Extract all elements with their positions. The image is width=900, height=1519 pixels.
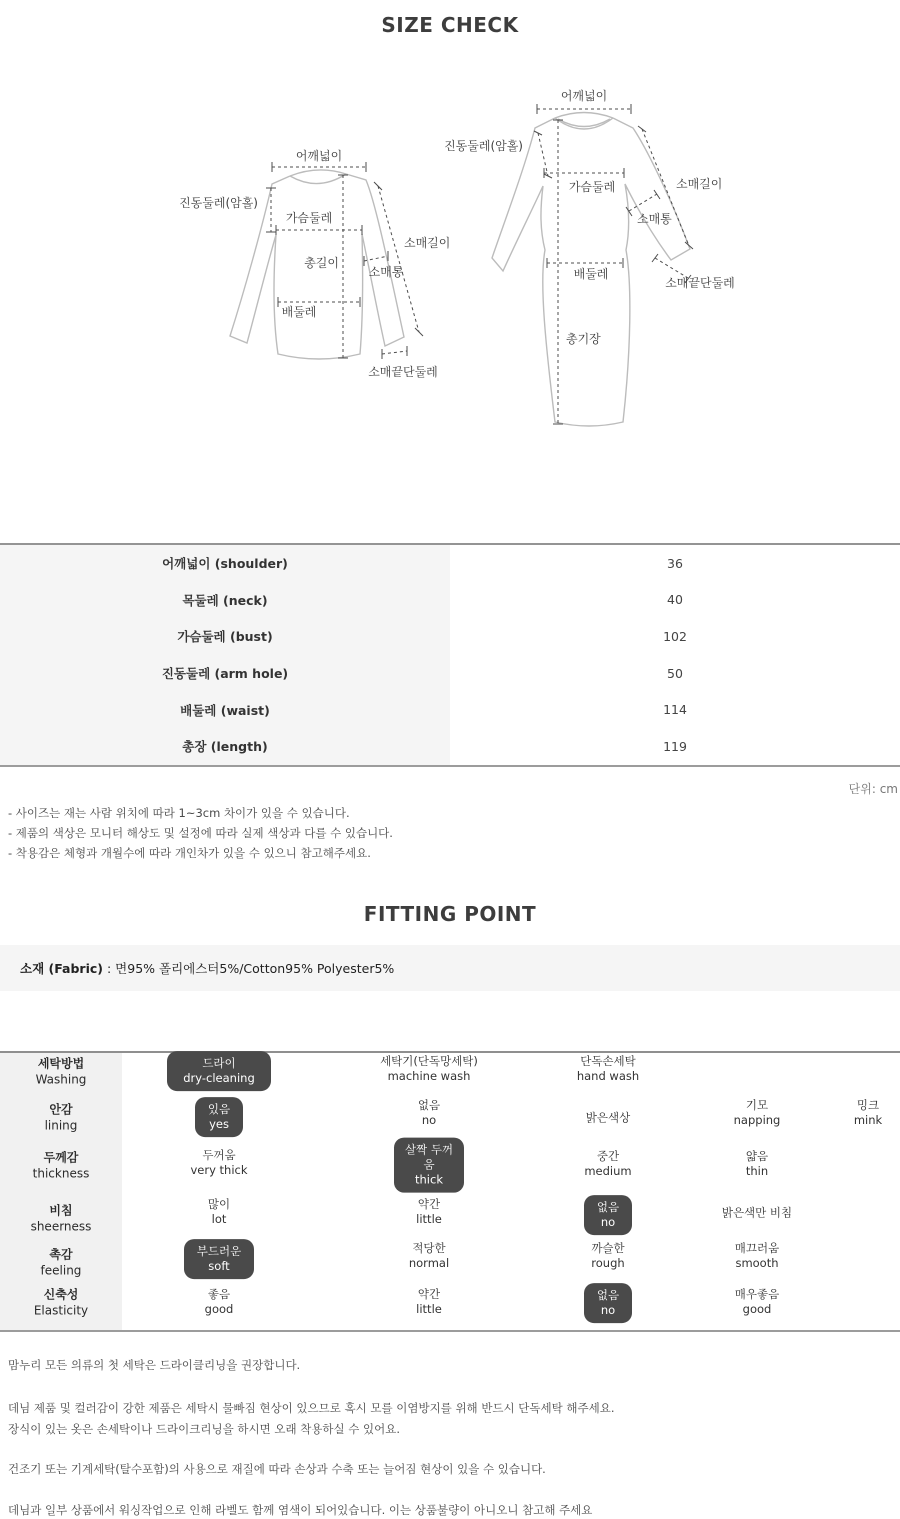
size-label: 목둘레 (neck) <box>0 582 450 619</box>
dress-sleeve-length-label: 소매길이 <box>676 177 723 191</box>
fitting-header-feeling: 촉감 feeling <box>40 1247 82 1277</box>
size-note: - 사이즈는 재는 사람 위치에 따라 1~3cm 차이가 있을 수 있습니다. <box>8 806 350 820</box>
shirt-armhole-label: 진동둘레(암홀) <box>179 196 258 210</box>
shirt-measure-lines <box>271 167 419 358</box>
shirt-waist-label: 배둘레 <box>281 305 317 319</box>
fitting-header-washing: 세탁방법 Washing <box>35 1056 87 1086</box>
fitting-table <box>0 1051 900 1332</box>
fitting-option: 많이 lot <box>207 1197 231 1226</box>
size-label: 어깨넓이 (shoulder) <box>0 545 450 582</box>
fitting-option-selected: 부드러운 soft <box>184 1239 254 1279</box>
fitting-header-lining: 안감 lining <box>44 1102 78 1132</box>
fitting-option: 적당한 normal <box>408 1241 450 1270</box>
fitting-option-selected: 있음 yes <box>195 1097 243 1137</box>
fitting-option: 약간 little <box>416 1197 442 1226</box>
fitting-header-elasticity: 신축성 Elasticity <box>33 1287 89 1317</box>
fitting-option: 매우좋음 good <box>734 1287 780 1316</box>
dress-waist-label: 배둘레 <box>573 267 609 281</box>
dress-measure-lines <box>537 109 689 424</box>
size-label: 가슴둘레 (bust) <box>0 618 450 655</box>
shirt-shoulder-label: 어깨넓이 <box>295 149 343 163</box>
size-label: 배둘레 (waist) <box>0 691 450 728</box>
shirt-length-label: 총길이 <box>304 256 339 270</box>
fitting-option-selected: 살짝 두꺼움 thick <box>394 1138 464 1193</box>
fitting-option: 세탁기(단독망세탁) machine wash <box>380 1054 478 1083</box>
table-row <box>0 728 900 765</box>
dress-armhole-label: 진동둘레(암홀) <box>444 139 523 153</box>
fitting-option: 두꺼움 very thick <box>190 1148 248 1177</box>
table-row <box>0 582 900 619</box>
fitting-option: 약간 little <box>416 1287 442 1316</box>
shirt-sleeve-width-label: 소매통 <box>368 265 404 279</box>
dress-cuff-label: 소매끝단둘레 <box>665 276 735 290</box>
dress-sleeve-width-label: 소매통 <box>637 212 672 226</box>
shirt-cuff-label: 소매끝단둘레 <box>368 365 438 379</box>
shirt-measure-ticks <box>266 162 423 359</box>
care-note: 맘누리 모든 의류의 첫 세탁은 드라이클리닝을 권장합니다. <box>8 1358 301 1372</box>
size-label: 진동둘레 (arm hole) <box>0 655 450 692</box>
fabric-value: : 면95% 폴리에스터5%/Cotton95% Polyester5% <box>106 961 395 976</box>
table-row <box>0 691 900 728</box>
size-table <box>0 543 900 767</box>
dress-length-label: 총기장 <box>566 332 601 346</box>
size-value: 119 <box>663 738 687 754</box>
fitting-option: 기모 napping <box>733 1098 781 1127</box>
page-title: SIZE CHECK <box>381 13 519 37</box>
care-note: 건조기 또는 기계세탁(탈수포함)의 사용으로 재질에 따라 손상과 수축 또는 늘어짐 현상이 있을 수 있습니다. <box>8 1462 546 1476</box>
table-row <box>0 618 900 655</box>
unit-note: 단위: cm <box>848 782 898 796</box>
care-note: 장식이 있는 옷은 손세탁이나 드라이크리닝을 하시면 오래 착용하실 수 있어요. <box>8 1422 401 1436</box>
shirt-diagram <box>180 140 470 385</box>
fitting-option: 매끄러움 smooth <box>734 1241 780 1270</box>
fabric-panel <box>0 945 900 991</box>
dress-bust-label: 가슴둘레 <box>568 180 616 194</box>
table-row <box>0 655 900 692</box>
size-note: - 착용감은 체형과 개월수에 따라 개인차가 있을 수 있으니 참고해주세요. <box>8 846 371 860</box>
fitting-option: 밍크 mink <box>853 1098 883 1127</box>
care-note: 데님과 일부 상품에서 워싱작업으로 인해 라벨도 함께 염색이 되어있습니다. 이는 상품불량이 아니오니 참고해 주세요 <box>8 1503 593 1517</box>
size-value: 102 <box>663 628 687 644</box>
fitting-option-selected: 없음 no <box>584 1283 632 1323</box>
fitting-option: 없음 no <box>417 1098 441 1127</box>
fitting-header-thickness: 두께감 thickness <box>32 1150 90 1180</box>
fitting-option: 단독손세탁 hand wash <box>576 1054 640 1083</box>
care-note: 데님 제품 및 컬러감이 강한 제품은 세탁시 물빠짐 현상이 있으므로 혹시 모를 이염방지를 위해 반드시 단독세탁 해주세요. <box>8 1401 615 1415</box>
shirt-sleeve-length-label: 소매길이 <box>404 236 451 250</box>
fitting-option: 얇음 thin <box>745 1149 769 1178</box>
size-note: - 제품의 색상은 모니터 해상도 및 설정에 따라 실제 색상과 다를 수 있습니다. <box>8 826 393 840</box>
fitting-option: 밝은색만 비침 <box>721 1205 793 1220</box>
size-value: 50 <box>667 665 683 681</box>
size-value: 114 <box>663 702 687 718</box>
fitting-header-sheerness: 비침 sheerness <box>30 1203 92 1233</box>
fitting-option: 밝은색상 <box>585 1110 631 1125</box>
fitting-option-selected: 없음 no <box>584 1195 632 1235</box>
shirt-bust-label: 가슴둘레 <box>285 211 333 225</box>
fabric-label: 소재 (Fabric) <box>20 961 103 976</box>
dress-diagram <box>445 78 745 438</box>
size-value: 40 <box>667 592 683 608</box>
dress-shoulder-label: 어깨넓이 <box>560 89 608 103</box>
fitting-option-selected: 드라이 dry-cleaning <box>167 1051 271 1091</box>
fitting-option: 좋음 good <box>204 1287 234 1316</box>
size-value: 36 <box>667 555 683 571</box>
fitting-title: FITTING POINT <box>363 902 537 926</box>
fitting-option: 까슬한 rough <box>591 1241 625 1270</box>
size-label: 총장 (length) <box>0 728 450 765</box>
table-row <box>0 545 900 582</box>
fitting-option: 중간 medium <box>584 1149 632 1178</box>
